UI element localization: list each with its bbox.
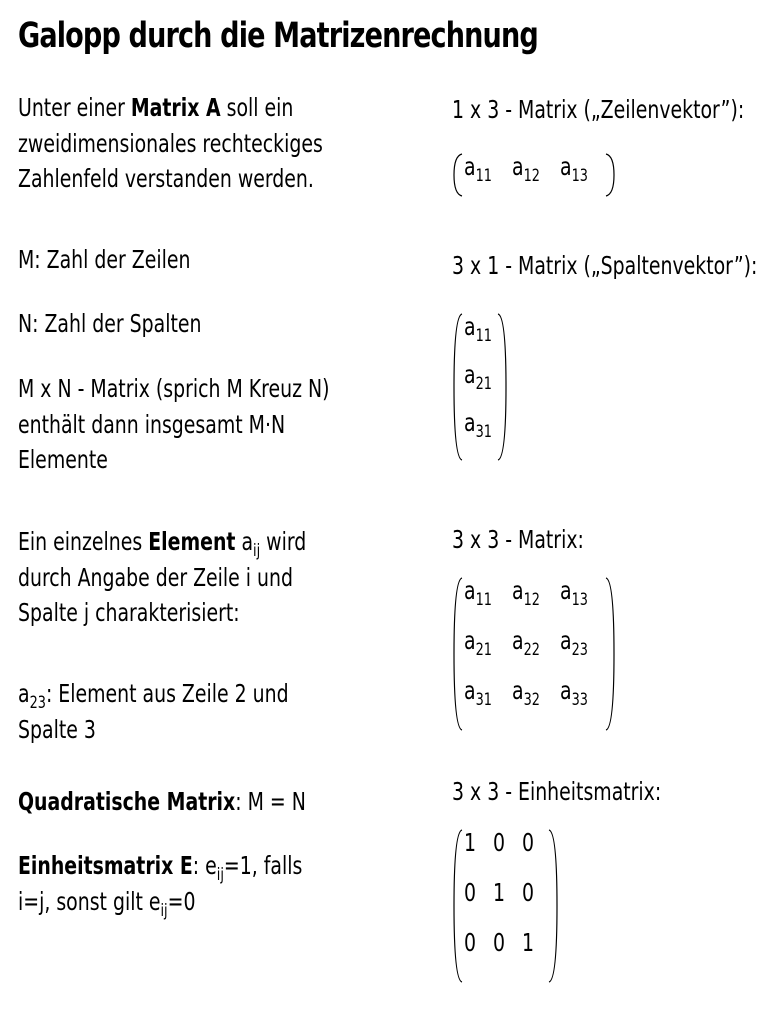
matrix-element: $a_{11}$ xyxy=(464,152,492,186)
matrix-definition xyxy=(18,90,323,197)
unit-sub-2: ij xyxy=(160,900,168,921)
matrix-entry: 0 xyxy=(493,928,506,957)
unit-bold: Einheitsmatrix E xyxy=(18,851,193,880)
matrix-element: $a_{31}$ xyxy=(464,408,492,442)
mxn-line-3: Elemente xyxy=(18,445,108,474)
matrix-element: $a_{13}$ xyxy=(560,576,588,610)
left-bracket xyxy=(452,152,464,198)
unit-sub-1: ij xyxy=(216,864,224,885)
left-bracket xyxy=(452,576,464,732)
unit-text-2: =1, falls xyxy=(223,851,303,880)
left-bracket xyxy=(452,312,464,462)
ex-sub: 23 xyxy=(29,692,46,713)
identity-definition xyxy=(18,848,302,919)
identity-matrix xyxy=(452,828,559,984)
column-vector-matrix xyxy=(452,312,508,462)
def-bold: Matrix A xyxy=(130,93,221,122)
right-bracket xyxy=(547,828,559,984)
square-matrix-definition xyxy=(18,784,306,820)
matrix-entry: 0 xyxy=(464,878,477,907)
el-text-2: wird xyxy=(260,527,307,556)
unit-text-1: : e xyxy=(192,851,217,880)
matrix-element: $a_{13}$ xyxy=(560,152,588,186)
def-text-2: soll ein xyxy=(220,93,294,122)
def-text-1: Unter einer xyxy=(18,93,131,122)
def-line-3: Zahlenfeld verstanden werden. xyxy=(18,164,314,193)
quad-rest: : M = N xyxy=(235,787,306,816)
square-matrix xyxy=(452,576,616,732)
el-a: a xyxy=(235,527,254,556)
matrix-element: $a_{33}$ xyxy=(560,676,588,710)
element-definition xyxy=(18,524,306,631)
el-sub: ij xyxy=(253,540,261,561)
element-example xyxy=(18,676,289,747)
el-line-2: durch Angabe der Zeile i und xyxy=(18,562,294,592)
def-line-2: zweidimensionales rechteckiges xyxy=(18,128,323,158)
quad-bold: Quadratische Matrix xyxy=(18,787,236,816)
el-text-1: Ein einzelnes xyxy=(18,527,149,556)
matrix-element: $a_{31}$ xyxy=(464,676,492,710)
matrix-entry: 1 xyxy=(522,928,535,957)
mxn-definition xyxy=(18,371,329,478)
ex-line-2: Spalte 3 xyxy=(18,714,96,744)
matrix-element: $a_{21}$ xyxy=(464,626,492,660)
identity-matrix-label: 3 x 3 - Einheitsmatrix: xyxy=(452,777,662,806)
right-bracket xyxy=(604,152,616,198)
left-bracket xyxy=(452,828,464,984)
matrix-entry: 0 xyxy=(493,828,506,857)
m-definition: M: Zahl der Zeilen xyxy=(18,245,191,274)
unit-line-2b: =0 xyxy=(167,886,196,916)
matrix-element: $a_{23}$ xyxy=(560,626,588,660)
matrix-element: $a_{12}$ xyxy=(512,152,540,186)
mxn-line-2: enthält dann insgesamt M·N xyxy=(18,409,286,439)
right-bracket xyxy=(604,576,616,732)
row-vector-matrix xyxy=(452,152,616,198)
page-title: Galopp durch die Matrizenrechnung xyxy=(18,16,538,56)
matrix-element: $a_{21}$ xyxy=(464,360,492,394)
el-bold: Element xyxy=(148,527,236,556)
matrix-entry: 1 xyxy=(493,878,506,907)
column-vector-label: 3 x 1 - Matrix („Spaltenvektor”): xyxy=(452,251,758,280)
matrix-element: $a_{22}$ xyxy=(512,626,540,660)
matrix-element: $a_{11}$ xyxy=(464,576,492,610)
matrix-entry: 1 xyxy=(464,828,477,857)
ex-a: a xyxy=(18,679,30,708)
matrix-entry: 0 xyxy=(464,928,477,957)
square-matrix-label: 3 x 3 - Matrix: xyxy=(452,525,584,554)
matrix-entry: 0 xyxy=(522,828,535,857)
right-bracket xyxy=(496,312,508,462)
el-line-3: Spalte j charakterisiert: xyxy=(18,598,240,627)
unit-line-2a: i=j, sonst gilt e xyxy=(18,886,161,916)
matrix-element: $a_{32}$ xyxy=(512,676,540,710)
matrix-element: $a_{12}$ xyxy=(512,576,540,610)
mxn-line-1: M x N - Matrix (sprich M Kreuz N) xyxy=(18,374,330,403)
row-vector-label: 1 x 3 - Matrix („Zeilenvektor”): xyxy=(452,95,745,124)
matrix-entry: 0 xyxy=(522,878,535,907)
matrix-element: $a_{11}$ xyxy=(464,312,492,346)
n-definition: N: Zahl der Spalten xyxy=(18,309,202,338)
ex-text-1: : Element aus Zeile 2 und xyxy=(45,679,289,708)
